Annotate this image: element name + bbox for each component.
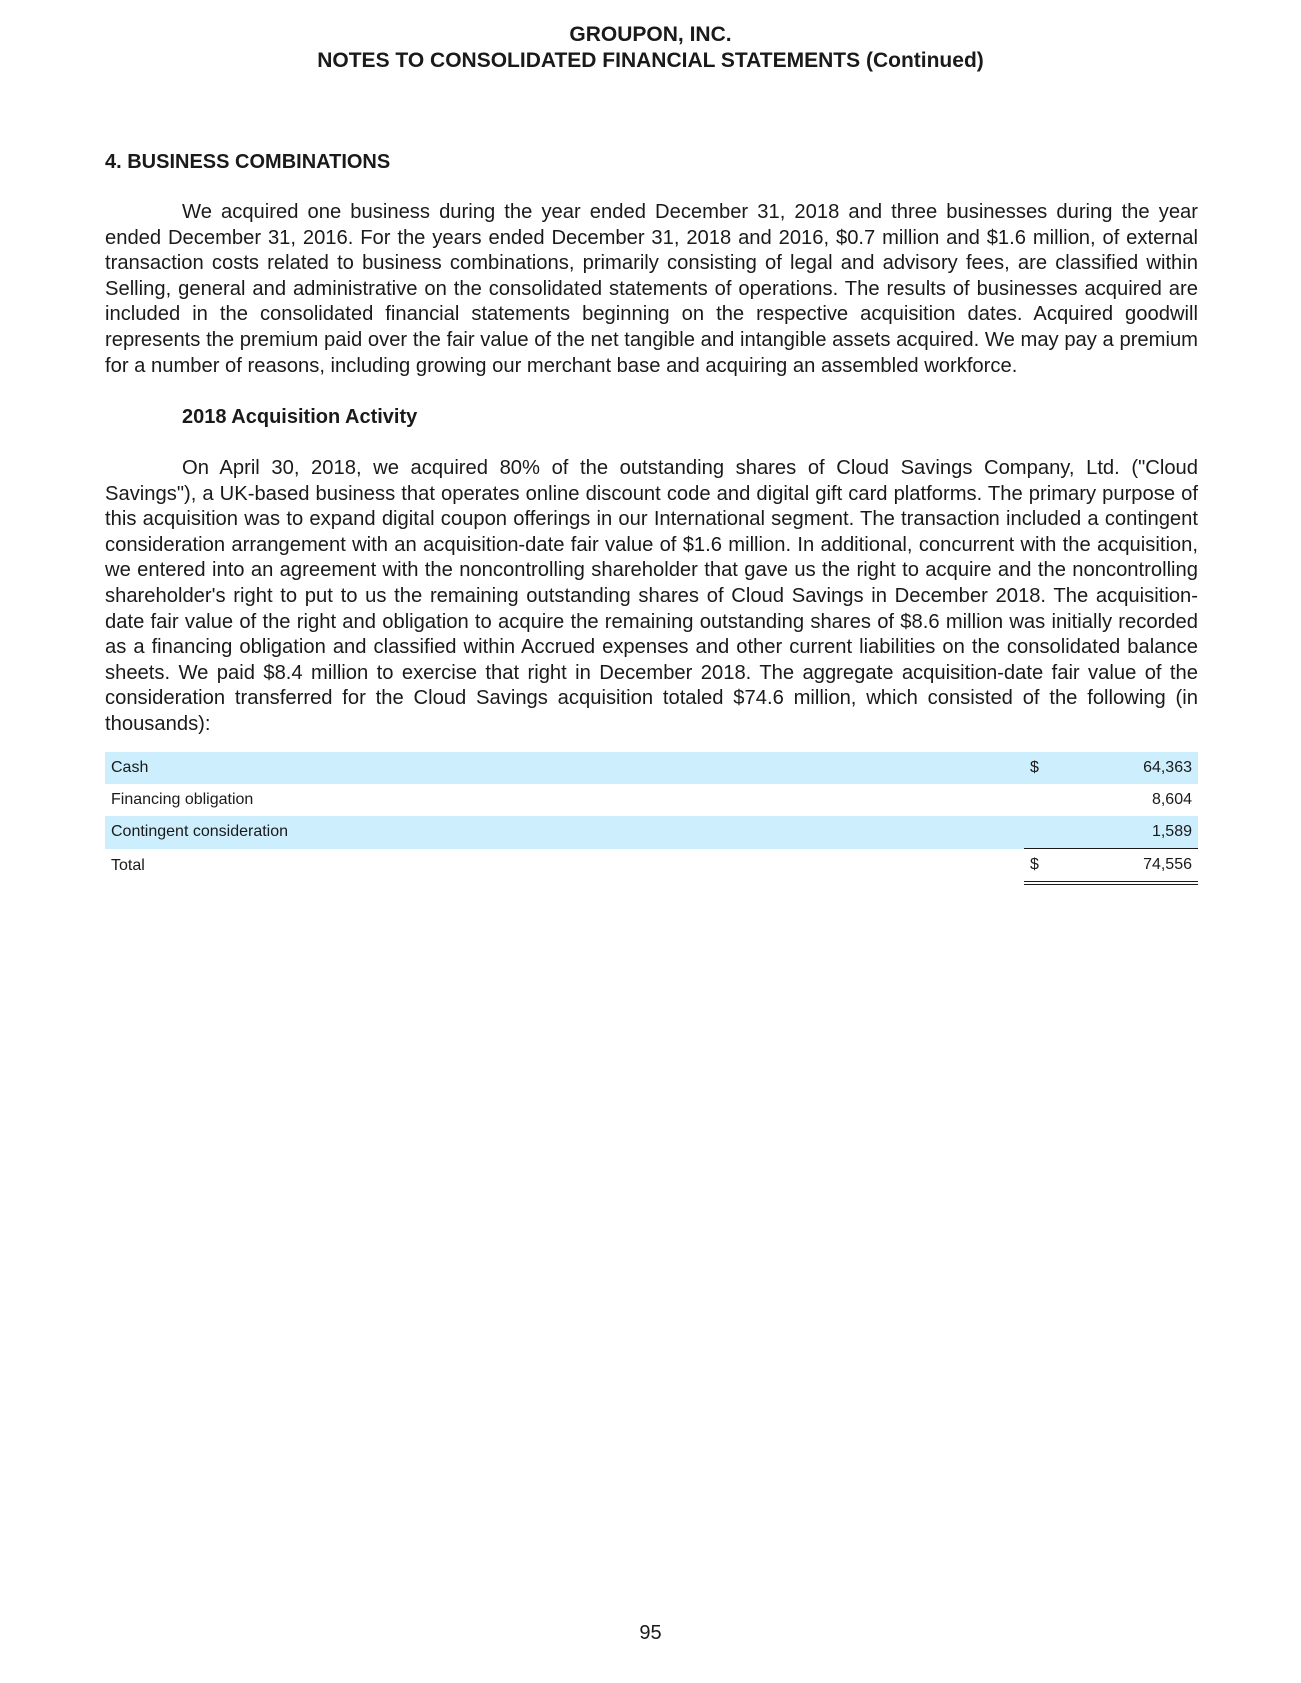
table-row	[105, 816, 1198, 849]
row-amount: 64,363	[1060, 752, 1198, 784]
header-subtitle: NOTES TO CONSOLIDATED FINANCIAL STATEMENTS (Continued)	[317, 49, 984, 72]
currency-symbol	[1024, 784, 1060, 816]
total-label: Total	[111, 856, 145, 874]
consideration-table	[105, 752, 1198, 885]
subsection-title: 2018 Acquisition Activity	[182, 406, 418, 428]
company-name: GROUPON, INC.	[569, 23, 732, 46]
acquisition-paragraph: On April 30, 2018, we acquired 80% of the outstanding shares of Cloud Savings Company, Ltd. ("Cloud Savings"), a UK-based business that operates online discount code and digital gift card platforms. The primary purpose of this acquisition was to expand digital coupon offerings in our International segment. The transaction included a contingent consideration arrangement with an acquisition-date fair value of $1.6 million. In additional, concurrent with the acquisition, we entered into an agreement with the noncontrolling shareholder that gave us the right to acquire and the noncontrolling shareholder's right to put to us the remaining outstanding shares of Cloud Savings in December 2018. The acquisition-date fair value of the right and obligation to acquire the remaining outstanding shares of $8.6 million was initially recorded as a financing obligation and classified within Accrued expenses and other current liabilities on the consolidated balance sheets. We paid $8.4 million to exercise that right in December 2018. The aggregate acquisition-date fair value of the consideration transferred for the Cloud Savings acquisition totaled $74.6 million, which consisted of the following (in thousands):	[105, 457, 1198, 735]
table-row	[105, 784, 1198, 816]
row-amount: 8,604	[1151, 791, 1192, 808]
currency-symbol: $	[1024, 752, 1060, 784]
currency-symbol	[1024, 816, 1060, 849]
page-number: 95	[639, 1622, 662, 1644]
total-amount: 74,556	[1060, 849, 1198, 884]
currency-symbol: $	[1024, 849, 1060, 884]
row-label: Contingent consideration	[105, 816, 1023, 849]
table-row	[105, 752, 1198, 784]
intro-paragraph: We acquired one business during the year ended December 31, 2018 and three businesses during the year ended December 31, 2016. For the years ended December 31, 2018 and 2016, $0.7 million and $1.6 million, of external transaction costs related to business combinations, primarily consisting of legal and advisory fees, are classified within Selling, general and administrative on the consolidated statements of operations. The results of businesses acquired are included in the consolidated financial statements beginning on the respective acquisition dates. Acquired goodwill represents the premium paid over the fair value of the net tangible and intangible assets acquired. We may pay a premium for a number of reasons, including growing our merchant base and acquiring an assembled workforce.	[105, 201, 1198, 377]
row-label: Cash	[105, 752, 1023, 784]
page-header	[0, 22, 1301, 74]
row-label: Financing obligation	[111, 791, 254, 808]
row-amount: 1,589	[1060, 816, 1198, 849]
section-title: 4. BUSINESS COMBINATIONS	[105, 151, 391, 173]
total-row	[105, 849, 1198, 884]
